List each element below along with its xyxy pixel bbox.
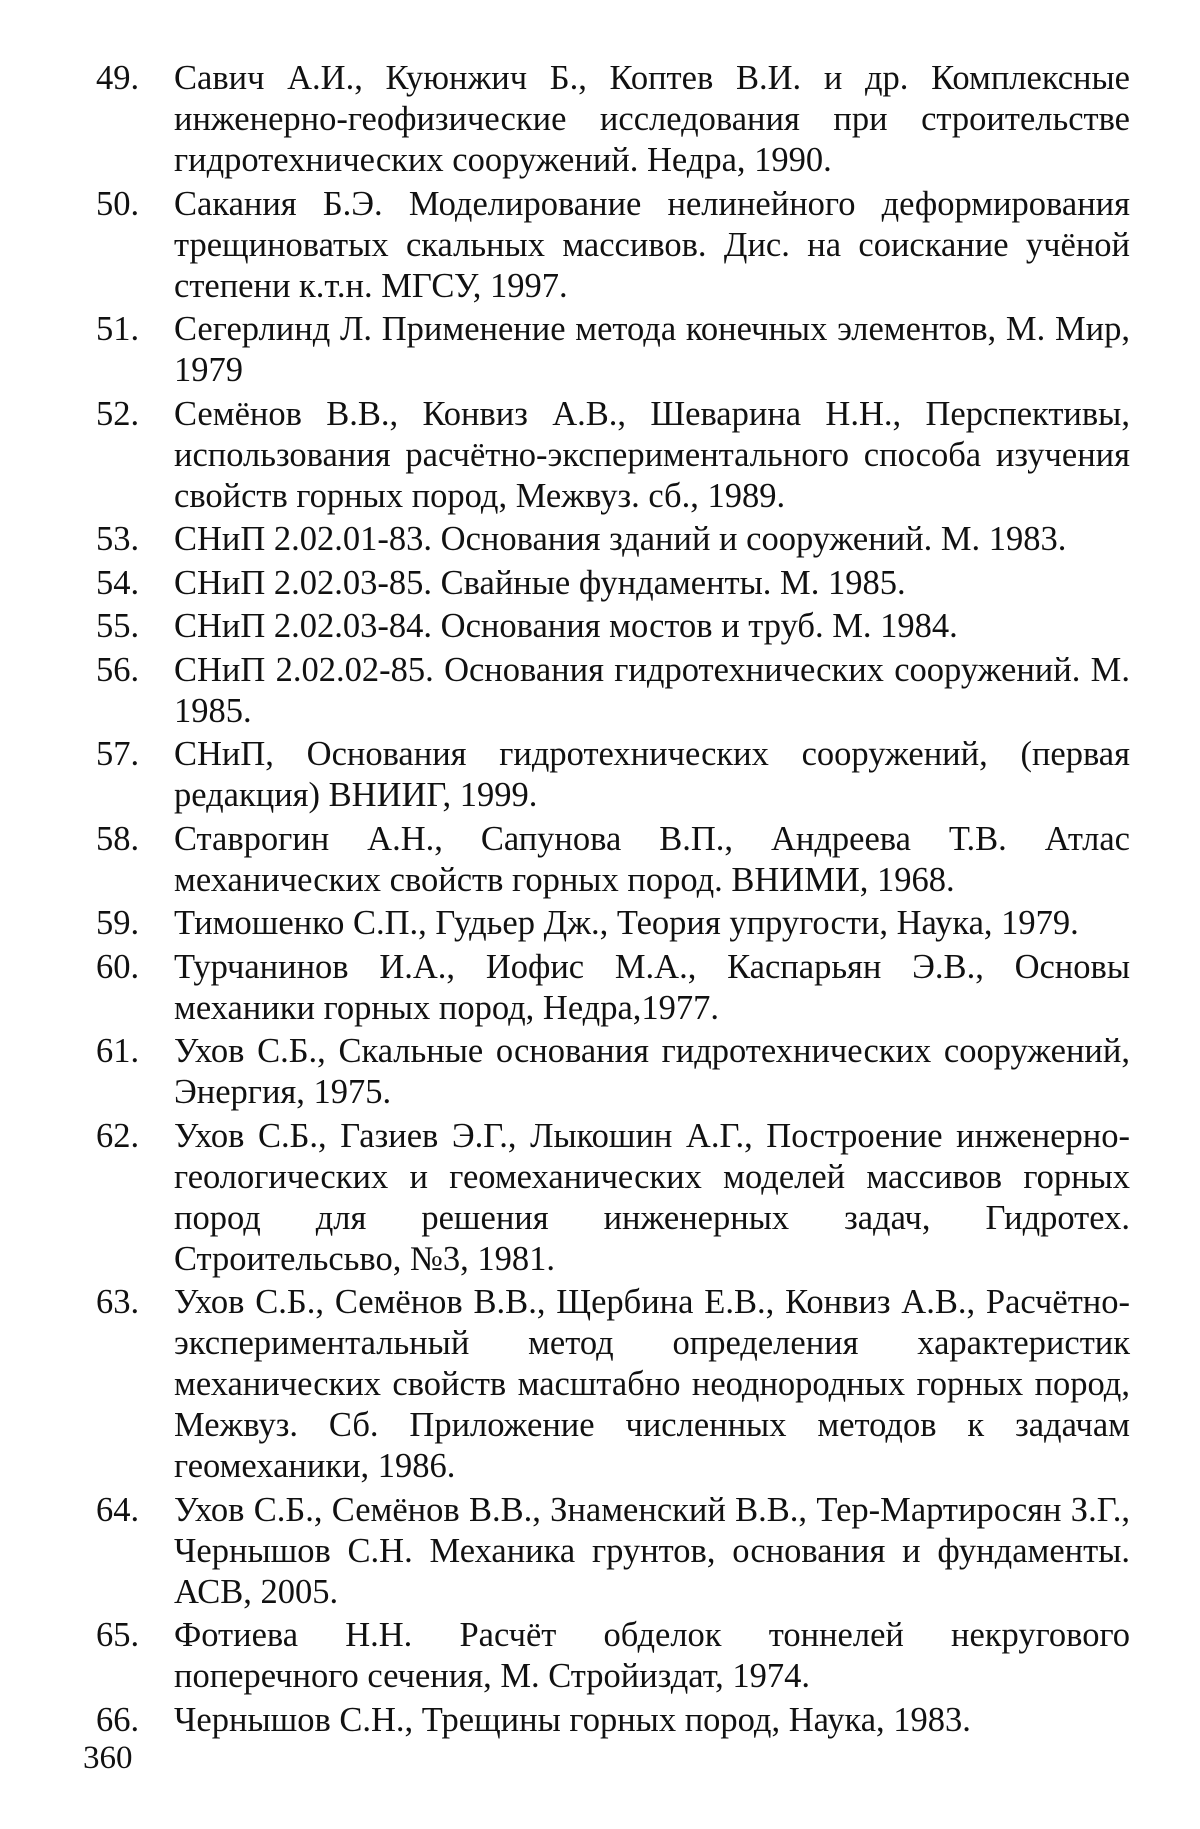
reference-number: 60. xyxy=(96,947,140,986)
reference-item xyxy=(96,1700,1130,1741)
reference-text: Чернышов С.Н., Трещины горных пород, Наука, 1983. xyxy=(174,1700,971,1739)
reference-item xyxy=(96,58,1130,181)
reference-number: 56. xyxy=(96,650,140,689)
reference-item xyxy=(96,1031,1130,1113)
reference-number: 63. xyxy=(96,1283,140,1321)
reference-number: 62. xyxy=(96,1116,140,1155)
reference-text: Ухов С.Б., Семёнов В.В., Знаменский В.В., Тер-Мартиросян З.Г., Чернышов С.Н. Механика грунтов, основания и фундаменты. АСВ, 2005. xyxy=(174,1490,1130,1611)
reference-number: 54. xyxy=(96,563,140,602)
reference-text: Ухов С.Б., Семёнов В.В., Щербина Е.В., Конвиз А.В., Расчётно-экспериментальный метод определения характеристик механических свойств масштабно неоднородных горных пород, Межвуз. Сб. Приложение численных методов к задачам геомеханики, 1986. xyxy=(174,1283,1130,1485)
reference-number: 55. xyxy=(96,607,140,645)
reference-text: Ставрогин А.Н., Сапунова В.П., Андреева Т.В. Атлас механических свойств горных пород. ВНИМИ, 1968. xyxy=(174,819,1130,899)
reference-number: 58. xyxy=(96,819,140,858)
reference-text: Семёнов В.В., Конвиз А.В., Шеварина Н.Н., Перспективы, использования расчётно-экспериментального способа изучения свойств горных пород, Межвуз. сб., 1989. xyxy=(174,394,1130,515)
reference-text: СНиП 2.02.01-83. Основания зданий и сооружений. М. 1983. xyxy=(174,520,1067,558)
reference-number: 66. xyxy=(96,1700,140,1739)
reference-item xyxy=(96,1116,1130,1280)
reference-number: 65. xyxy=(96,1616,140,1654)
reference-item xyxy=(96,947,1130,1029)
reference-item xyxy=(96,650,1130,732)
reference-item xyxy=(96,184,1130,307)
reference-number: 64. xyxy=(96,1490,140,1529)
reference-text: Ухов С.Б., Скальные основания гидротехнических сооружений, Энергия, 1975. xyxy=(174,1032,1130,1111)
reference-item xyxy=(96,563,1130,604)
reference-number: 59. xyxy=(96,904,140,942)
reference-text: Сакания Б.Э. Моделирование нелинейного деформирования трещиноватых скальных массивов. Дис. на соискание учёной степени к.т.н. МГСУ, 1997. xyxy=(174,184,1130,305)
reference-item xyxy=(96,903,1130,944)
reference-number: 51. xyxy=(96,310,140,348)
reference-number: 61. xyxy=(96,1032,140,1070)
reference-item xyxy=(96,1282,1130,1487)
reference-number: 57. xyxy=(96,735,140,773)
reference-text: Фотиева Н.Н. Расчёт обделок тоннелей некругового поперечного сечения, М. Стройиздат, 1974. xyxy=(174,1616,1130,1695)
reference-text: СНиП 2.02.02-85. Основания гидротехнических сооружений. М. 1985. xyxy=(174,650,1130,730)
reference-number: 53. xyxy=(96,520,140,558)
reference-text: Тимошенко С.П., Гудьер Дж., Теория упругости, Наука, 1979. xyxy=(174,904,1079,942)
reference-item xyxy=(96,519,1130,560)
reference-number: 52. xyxy=(96,394,140,433)
reference-number: 50. xyxy=(96,184,140,223)
reference-number: 49. xyxy=(96,59,140,97)
reference-text: Ухов С.Б., Газиев Э.Г., Лыкошин А.Г., Построение инженерно-геологических и геомеханических моделей массивов горных пород для решения инженерных задач, Гидротех. Строительсьво, №3, 1981. xyxy=(174,1116,1130,1278)
reference-text: СНиП, Основания гидротехнических сооружений, (первая редакция) ВНИИГ, 1999. xyxy=(174,735,1130,814)
page-number: 360 xyxy=(83,1740,133,1776)
reference-text: СНиП 2.02.03-85. Свайные фундаменты. М. 1985. xyxy=(174,563,906,602)
reference-text: Турчанинов И.А., Иофис М.А., Каспарьян Э.В., Основы механики горных пород, Недра,1977. xyxy=(174,947,1130,1027)
reference-text: Сегерлинд Л. Применение метода конечных элементов, М. Мир, 1979 xyxy=(174,310,1130,389)
reference-item xyxy=(96,394,1130,517)
reference-text: Савич А.И., Куюнжич Б., Коптев В.И. и др. Комплексные инженерно-геофизические исследования при строительстве гидротехнических сооружений. Недра, 1990. xyxy=(174,59,1130,179)
reference-item xyxy=(96,1490,1130,1613)
reference-item xyxy=(96,819,1130,901)
reference-item xyxy=(96,1615,1130,1697)
reference-item xyxy=(96,734,1130,816)
reference-item xyxy=(96,309,1130,391)
reference-item xyxy=(96,606,1130,647)
reference-text: СНиП 2.02.03-84. Основания мостов и труб. М. 1984. xyxy=(174,607,958,645)
reference-list xyxy=(96,58,1130,1743)
